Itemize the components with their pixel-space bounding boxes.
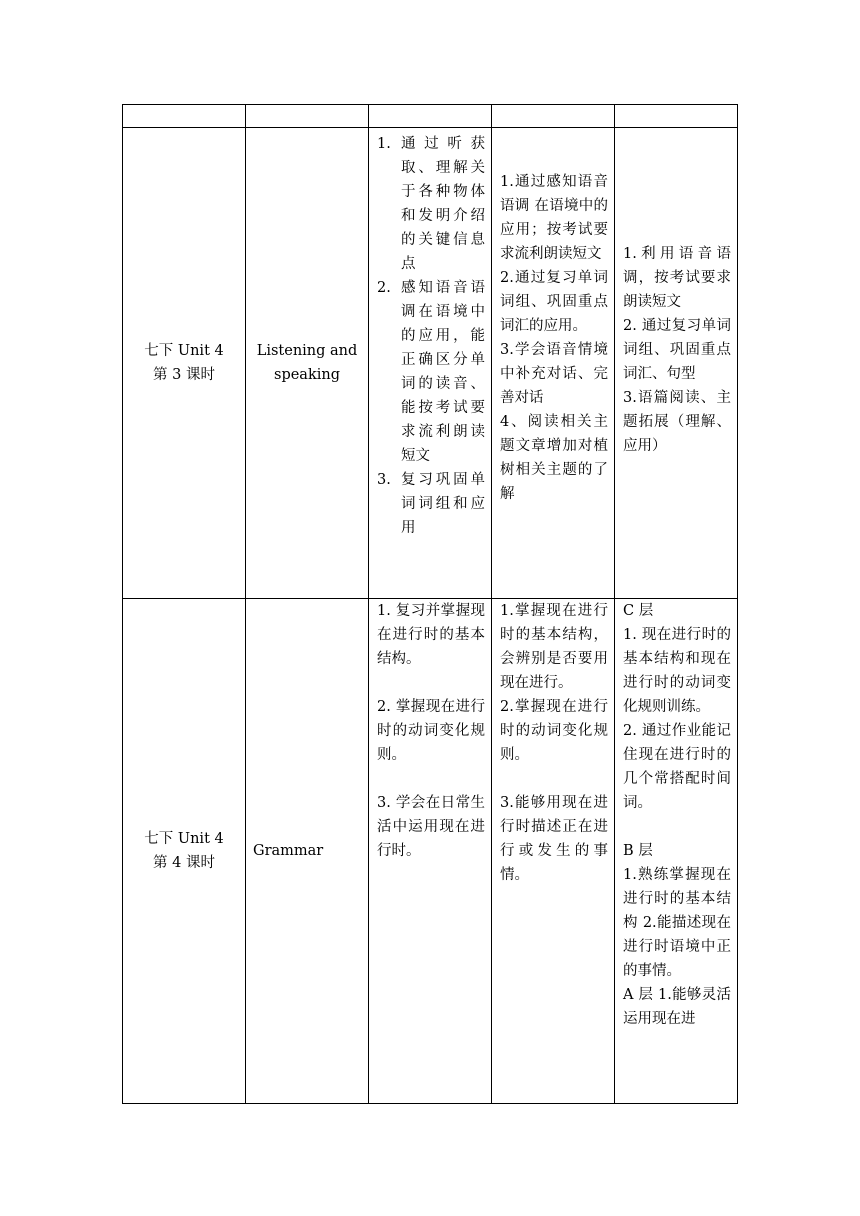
homework-item: 3.语篇阅读、主题拓展（理解、应用）: [623, 390, 731, 454]
goals-cell: [369, 599, 492, 1104]
focus-item: 3.学会语音情境中补充对话、完善对话: [500, 342, 608, 406]
focus-item: 1.通过感知语音语调 在语境中的应用；按考试要求流利朗读短文: [500, 174, 608, 262]
lesson-row: [123, 599, 738, 1104]
focus-item: 2.掌握现在进行时的动词变化规则。: [500, 699, 608, 763]
homework-item: 2. 通过作业能记住现在进行时的几个常搭配时间词。: [623, 723, 731, 811]
level-c-title: C 层: [623, 603, 654, 619]
homework-item: 1.利用语音语调，按考试要求朗读短文: [623, 246, 731, 310]
unit-label: 七下 Unit 4: [144, 831, 224, 847]
unit-label: 七下 Unit 4: [144, 343, 224, 359]
level-a-text: A 层 1.能够灵活运用现在进: [623, 987, 731, 1027]
goal-item: 3. 复习巩固单词词组和应用: [377, 472, 485, 536]
header-cell: [123, 105, 246, 128]
goal-item: 1. 复习并掌握现在进行时的基本结构。: [377, 603, 485, 667]
goal-item: 2. 感知语音语调在语境中的应用，能正确区分单词的读音、能按考试要求流利朗读短文: [377, 280, 485, 464]
lesson-plan-table: [122, 104, 738, 1104]
homework-item: 1. 现在进行时的基本结构和现在进行时的动词变化规则训练。: [623, 627, 731, 715]
focus-item: 2.通过复习单词词组、巩固重点词汇的应用。: [500, 270, 608, 334]
unit-cell: [123, 128, 246, 599]
level-b-title: B 层: [623, 843, 653, 859]
topic-cell: [246, 128, 369, 599]
homework-cell: [615, 599, 738, 1104]
topic-label: Listening and speaking: [256, 343, 358, 383]
unit-cell: [123, 599, 246, 1104]
topic-cell: [246, 599, 369, 1104]
lesson-row: [123, 128, 738, 599]
lesson-label: 第 4 课时: [153, 855, 215, 871]
focus-item: 4、阅读相关主题文章增加对植树相关主题的了解: [500, 414, 608, 502]
header-cell: [246, 105, 369, 128]
focus-item: 1.掌握现在进行时的基本结构，会辨别是否要用现在进行。: [500, 603, 608, 691]
focus-cell: [492, 599, 615, 1104]
goal-item: 1. 通过听获取、理解关于各种物体和发明介绍的关键信息点: [377, 136, 485, 272]
header-cell: [369, 105, 492, 128]
goal-item: 3. 学会在日常生活中运用现在进行时。: [377, 795, 485, 859]
lesson-label: 第 3 课时: [153, 367, 215, 383]
homework-item: 1.熟练掌握现在进行时的基本结构 2.能描述现在进行时语境中正的事情。: [623, 867, 731, 979]
header-cell: [492, 105, 615, 128]
goals-cell: [369, 128, 492, 599]
header-cell: [615, 105, 738, 128]
header-row: [123, 105, 738, 128]
focus-cell: [492, 128, 615, 599]
topic-label: Grammar: [253, 843, 324, 859]
homework-item: 2. 通过复习单词词组、巩固重点词汇、句型: [623, 318, 731, 382]
focus-item: 3.能够用现在进行时描述正在进行或发生的事情。: [500, 795, 608, 883]
goal-item: 2. 掌握现在进行时的动词变化规则。: [377, 699, 485, 763]
homework-cell: [615, 128, 738, 599]
